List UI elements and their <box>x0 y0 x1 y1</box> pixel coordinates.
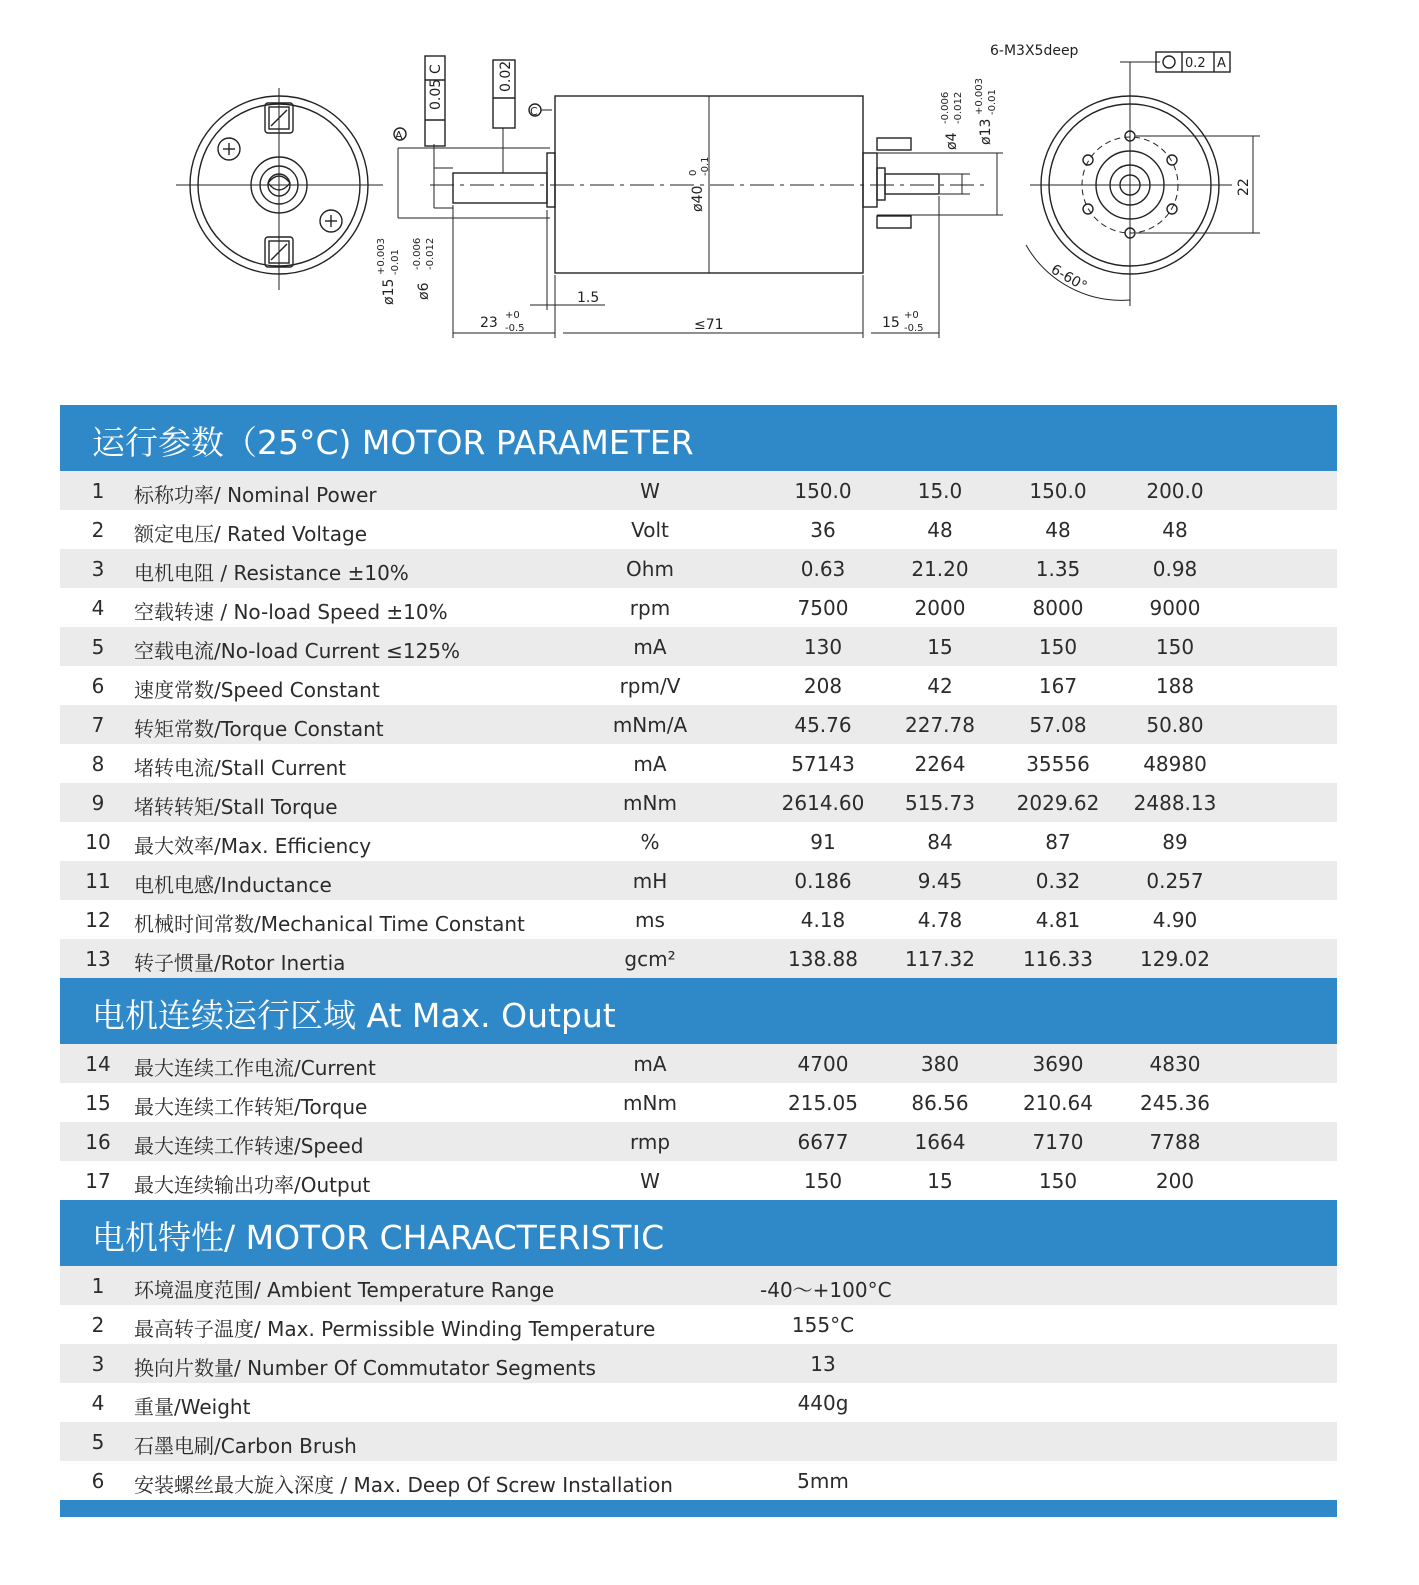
parameter-value: 7170 <box>1032 1130 1084 1154</box>
parameter-value: 57143 <box>791 752 855 776</box>
parameter-unit: rpm <box>629 596 671 620</box>
max-output-rows <box>60 1044 1337 1200</box>
parameter-value: 7788 <box>1149 1130 1201 1154</box>
parameter-name: 最大效率/Max. Efficiency <box>134 834 372 858</box>
dim-len-1-5: 1.5 <box>577 290 600 306</box>
parameter-value: 48 <box>927 518 953 542</box>
row-index: 3 <box>91 1352 105 1376</box>
parameter-value: 2000 <box>914 596 966 620</box>
table-row <box>60 900 1337 939</box>
table-row <box>60 666 1337 705</box>
dim-len-15: 15 <box>882 315 900 331</box>
dim-d13-tol-up: +0.003 <box>974 77 985 115</box>
table-row <box>60 471 1337 510</box>
row-index: 2 <box>91 518 105 542</box>
section-title: 运行参数（25°C) MOTOR PARAMETER <box>92 423 694 462</box>
parameter-unit: mH <box>632 869 668 893</box>
parameter-value: 42 <box>927 674 953 698</box>
parameter-value: 21.20 <box>911 557 969 581</box>
table-row <box>60 1266 1337 1305</box>
dim-d4-tol-low: -0.012 <box>953 91 964 124</box>
dim-d15-tol-up: +0.003 <box>376 237 387 275</box>
dim-len-15-tol-up: +0 <box>904 310 919 321</box>
parameter-unit: Ohm <box>626 557 674 581</box>
dim-len-23: 23 <box>480 315 498 331</box>
table-row <box>60 1461 1337 1500</box>
row-index: 17 <box>85 1169 111 1193</box>
row-index: 7 <box>91 713 105 737</box>
dim-d4: ø4 <box>944 132 960 150</box>
parameter-value: 84 <box>927 830 953 854</box>
dim-d13-tol-low: -0.01 <box>987 89 998 115</box>
characteristic-name: 重量/Weight <box>134 1395 251 1419</box>
table-row <box>60 861 1337 900</box>
table-row <box>60 705 1337 744</box>
parameter-value: 227.78 <box>905 713 975 737</box>
parameter-value: 200 <box>1155 1169 1195 1193</box>
dim-d13: ø13 <box>978 118 994 145</box>
parameter-value: 2488.13 <box>1133 791 1217 815</box>
section-header <box>60 405 1337 471</box>
parameter-value: 215.05 <box>788 1091 858 1115</box>
table-row <box>60 1344 1337 1383</box>
table-row <box>60 1044 1337 1083</box>
dim-d6: ø6 <box>416 282 432 300</box>
rear-end-view <box>176 88 383 290</box>
row-index: 15 <box>85 1091 111 1115</box>
parameter-unit: W <box>640 1169 660 1193</box>
parameter-value: 45.76 <box>794 713 852 737</box>
position-tolerance-label: 0.2 <box>1185 56 1206 71</box>
position-datum-label: A <box>1217 56 1226 71</box>
table-row <box>60 588 1337 627</box>
parameter-value: 86.56 <box>911 1091 969 1115</box>
section-header <box>60 978 1337 1044</box>
parameter-value: 0.257 <box>1146 869 1204 893</box>
row-index: 3 <box>91 557 105 581</box>
pcd-label: 22 <box>1236 178 1252 196</box>
parameter-value: 116.33 <box>1023 947 1093 971</box>
parameter-value: 2029.62 <box>1016 791 1100 815</box>
parameter-value: 3690 <box>1032 1052 1084 1076</box>
row-index: 6 <box>91 674 105 698</box>
parameter-value: 117.32 <box>905 947 975 971</box>
dim-d6-tol-up: -0.006 <box>412 237 423 270</box>
row-index: 4 <box>91 596 105 620</box>
parameter-unit: Volt <box>631 518 669 542</box>
parameter-value: 91 <box>810 830 836 854</box>
parameter-value: 8000 <box>1032 596 1084 620</box>
dim-d40-tol-up: 0 <box>688 169 699 176</box>
table-row <box>60 1161 1337 1200</box>
parameter-value: 50.80 <box>1146 713 1204 737</box>
parameter-value: 15.0 <box>917 479 963 503</box>
section-title: 电机连续运行区域 At Max. Output <box>92 996 616 1035</box>
parameter-value: 129.02 <box>1140 947 1210 971</box>
parameter-value: 150 <box>1155 635 1195 659</box>
parameter-value: 48 <box>1162 518 1188 542</box>
parameter-name: 标称功率/ Nominal Power <box>134 483 377 507</box>
parameter-value: 4700 <box>797 1052 849 1076</box>
row-index: 8 <box>91 752 105 776</box>
parameter-value: 150 <box>803 1169 843 1193</box>
parameter-name: 空载电流/No-load Current ≤125% <box>134 639 461 663</box>
parameter-value: 4.18 <box>800 908 846 932</box>
parameter-value: 36 <box>810 518 836 542</box>
parameter-value: 4.81 <box>1035 908 1081 932</box>
parameter-value: 15 <box>927 1169 953 1193</box>
parameter-unit: W <box>640 479 660 503</box>
table-row <box>60 744 1337 783</box>
parameter-name: 最大连续工作转矩/Torque <box>134 1095 368 1119</box>
parameter-value: 150 <box>1038 1169 1078 1193</box>
table-row <box>60 1122 1337 1161</box>
parameter-value: 57.08 <box>1029 713 1087 737</box>
table-row <box>60 627 1337 666</box>
parameter-unit: mNm <box>623 791 677 815</box>
dim-d15-tol-low: -0.01 <box>390 249 401 275</box>
datum-c-label: C <box>530 105 538 118</box>
row-index: 14 <box>85 1052 111 1076</box>
parameter-value: 150.0 <box>794 479 852 503</box>
table-row <box>60 1383 1337 1422</box>
row-index: 11 <box>85 869 111 893</box>
dim-len-15-tol-low: -0.5 <box>904 323 924 334</box>
characteristic-name: 安装螺丝最大旋入深度 / Max. Deep Of Screw Installation <box>134 1473 673 1497</box>
parameter-value: 1.35 <box>1035 557 1081 581</box>
parameter-name: 电机电阻 / Resistance ±10% <box>134 561 409 585</box>
parameter-name: 最大连续工作转速/Speed <box>134 1134 364 1158</box>
characteristic-value: -40～+100°C <box>760 1278 892 1302</box>
parameter-value: 9.45 <box>917 869 963 893</box>
parameter-value: 89 <box>1162 830 1188 854</box>
screw-spec-label: 6-M3X5deep <box>990 43 1079 59</box>
parameter-value: 130 <box>803 635 843 659</box>
parameter-value: 87 <box>1045 830 1071 854</box>
row-index: 12 <box>85 908 111 932</box>
row-index: 4 <box>91 1391 105 1415</box>
parameter-value: 188 <box>1155 674 1195 698</box>
dim-d40-tol-low: -0.1 <box>700 156 711 176</box>
parameter-name: 转矩常数/Torque Constant <box>134 717 384 741</box>
row-index: 1 <box>91 1274 105 1298</box>
parameter-unit: mA <box>633 1052 667 1076</box>
datum-a-label: A <box>395 129 403 142</box>
parameter-unit: ms <box>635 908 665 932</box>
table-row <box>60 510 1337 549</box>
parameter-value: 9000 <box>1149 596 1201 620</box>
parameter-value: 150 <box>1038 635 1078 659</box>
row-index: 9 <box>91 791 105 815</box>
parameter-unit: rpm/V <box>619 674 681 698</box>
characteristic-name: 石墨电刷/Carbon Brush <box>134 1434 357 1458</box>
table-row <box>60 1083 1337 1122</box>
dim-len-23-tol-up: +0 <box>505 310 520 321</box>
parameter-unit: mA <box>633 635 667 659</box>
parameter-name: 额定电压/ Rated Voltage <box>134 522 368 546</box>
motor-parameter-table <box>60 405 1337 1517</box>
flat-tolerance-label: 0.05 <box>428 78 444 110</box>
runout-tolerance-label: 0.02 <box>498 60 514 92</box>
parameter-value: 150.0 <box>1029 479 1087 503</box>
parameter-value: 4.78 <box>917 908 963 932</box>
parameter-name: 转子惯量/Rotor Inertia <box>134 951 346 975</box>
characteristic-value: 440g <box>797 1391 849 1415</box>
parameter-unit: mA <box>633 752 667 776</box>
motor-characteristic-rows <box>60 1266 1337 1500</box>
characteristic-value: 5mm <box>797 1469 849 1493</box>
parameter-value: 0.32 <box>1035 869 1081 893</box>
table-row <box>60 1422 1337 1461</box>
dim-d40: ø40 <box>690 185 706 212</box>
parameter-name: 速度常数/Speed Constant <box>134 678 380 702</box>
table-row <box>60 822 1337 861</box>
motor-dimension-drawing <box>0 0 1419 400</box>
parameter-value: 0.63 <box>800 557 846 581</box>
parameter-value: 208 <box>803 674 843 698</box>
parameter-name: 空载转速 / No-load Speed ±10% <box>134 600 448 624</box>
parameter-value: 4830 <box>1149 1052 1201 1076</box>
row-index: 13 <box>85 947 111 971</box>
parameter-value: 4.90 <box>1152 908 1198 932</box>
parameter-name: 电机电感/Inductance <box>134 873 332 897</box>
parameter-value: 210.64 <box>1023 1091 1093 1115</box>
dim-len-71: ≤71 <box>694 317 724 333</box>
parameter-value: 0.186 <box>794 869 852 893</box>
parameter-value: 0.98 <box>1152 557 1198 581</box>
parameter-value: 2614.60 <box>781 791 865 815</box>
dim-d15: ø15 <box>381 278 397 305</box>
table-row <box>60 783 1337 822</box>
parameter-name: 最大连续工作电流/Current <box>134 1056 376 1080</box>
parameter-unit: mNm <box>623 1091 677 1115</box>
table-bottom-bar <box>60 1500 1337 1517</box>
angle-label: 6-60° <box>1048 261 1090 295</box>
row-index: 16 <box>85 1130 111 1154</box>
row-index: 2 <box>91 1313 105 1337</box>
row-index: 5 <box>91 1430 105 1454</box>
parameter-name: 堵转电流/Stall Current <box>134 756 347 780</box>
motor-parameter-rows <box>60 471 1337 978</box>
flat-datum-label: C <box>428 64 444 74</box>
row-index: 1 <box>91 479 105 503</box>
parameter-value: 380 <box>920 1052 960 1076</box>
dim-d4-tol-up: -0.006 <box>940 91 951 124</box>
parameter-name: 堵转转矩/Stall Torque <box>134 795 338 819</box>
parameter-unit: gcm² <box>624 947 676 971</box>
table-row <box>60 939 1337 978</box>
row-index: 5 <box>91 635 105 659</box>
row-index: 10 <box>85 830 111 854</box>
characteristic-name: 环境温度范围/ Ambient Temperature Range <box>134 1278 555 1302</box>
parameter-value: 167 <box>1038 674 1078 698</box>
dim-d6-tol-low: -0.012 <box>425 237 436 270</box>
parameter-value: 2264 <box>914 752 966 776</box>
parameter-value: 48980 <box>1143 752 1207 776</box>
characteristic-name: 换向片数量/ Number Of Commutator Segments <box>134 1356 596 1380</box>
table-row <box>60 1305 1337 1344</box>
dim-len-23-tol-low: -0.5 <box>505 323 525 334</box>
section-header <box>60 1200 1337 1266</box>
parameter-value: 15 <box>927 635 953 659</box>
characteristic-value: 13 <box>810 1352 836 1376</box>
parameter-value: 7500 <box>797 596 849 620</box>
characteristic-value: 155°C <box>791 1313 855 1337</box>
parameter-unit: % <box>640 830 660 854</box>
parameter-value: 1664 <box>914 1130 966 1154</box>
parameter-value: 48 <box>1045 518 1071 542</box>
parameter-name: 机械时间常数/Mechanical Time Constant <box>134 912 525 936</box>
section-title: 电机特性/ MOTOR CHARACTERISTIC <box>92 1218 665 1257</box>
parameter-value: 200.0 <box>1146 479 1204 503</box>
parameter-value: 35556 <box>1026 752 1090 776</box>
parameter-unit: mNm/A <box>612 713 688 737</box>
parameter-value: 138.88 <box>788 947 858 971</box>
row-index: 6 <box>91 1469 105 1493</box>
parameter-unit: rmp <box>629 1130 671 1154</box>
parameter-value: 245.36 <box>1140 1091 1210 1115</box>
parameter-value: 6677 <box>797 1130 849 1154</box>
parameter-name: 最大连续输出功率/Output <box>134 1173 371 1197</box>
table-row <box>60 549 1337 588</box>
characteristic-name: 最高转子温度/ Max. Permissible Winding Temperature <box>134 1317 656 1341</box>
parameter-value: 515.73 <box>905 791 975 815</box>
